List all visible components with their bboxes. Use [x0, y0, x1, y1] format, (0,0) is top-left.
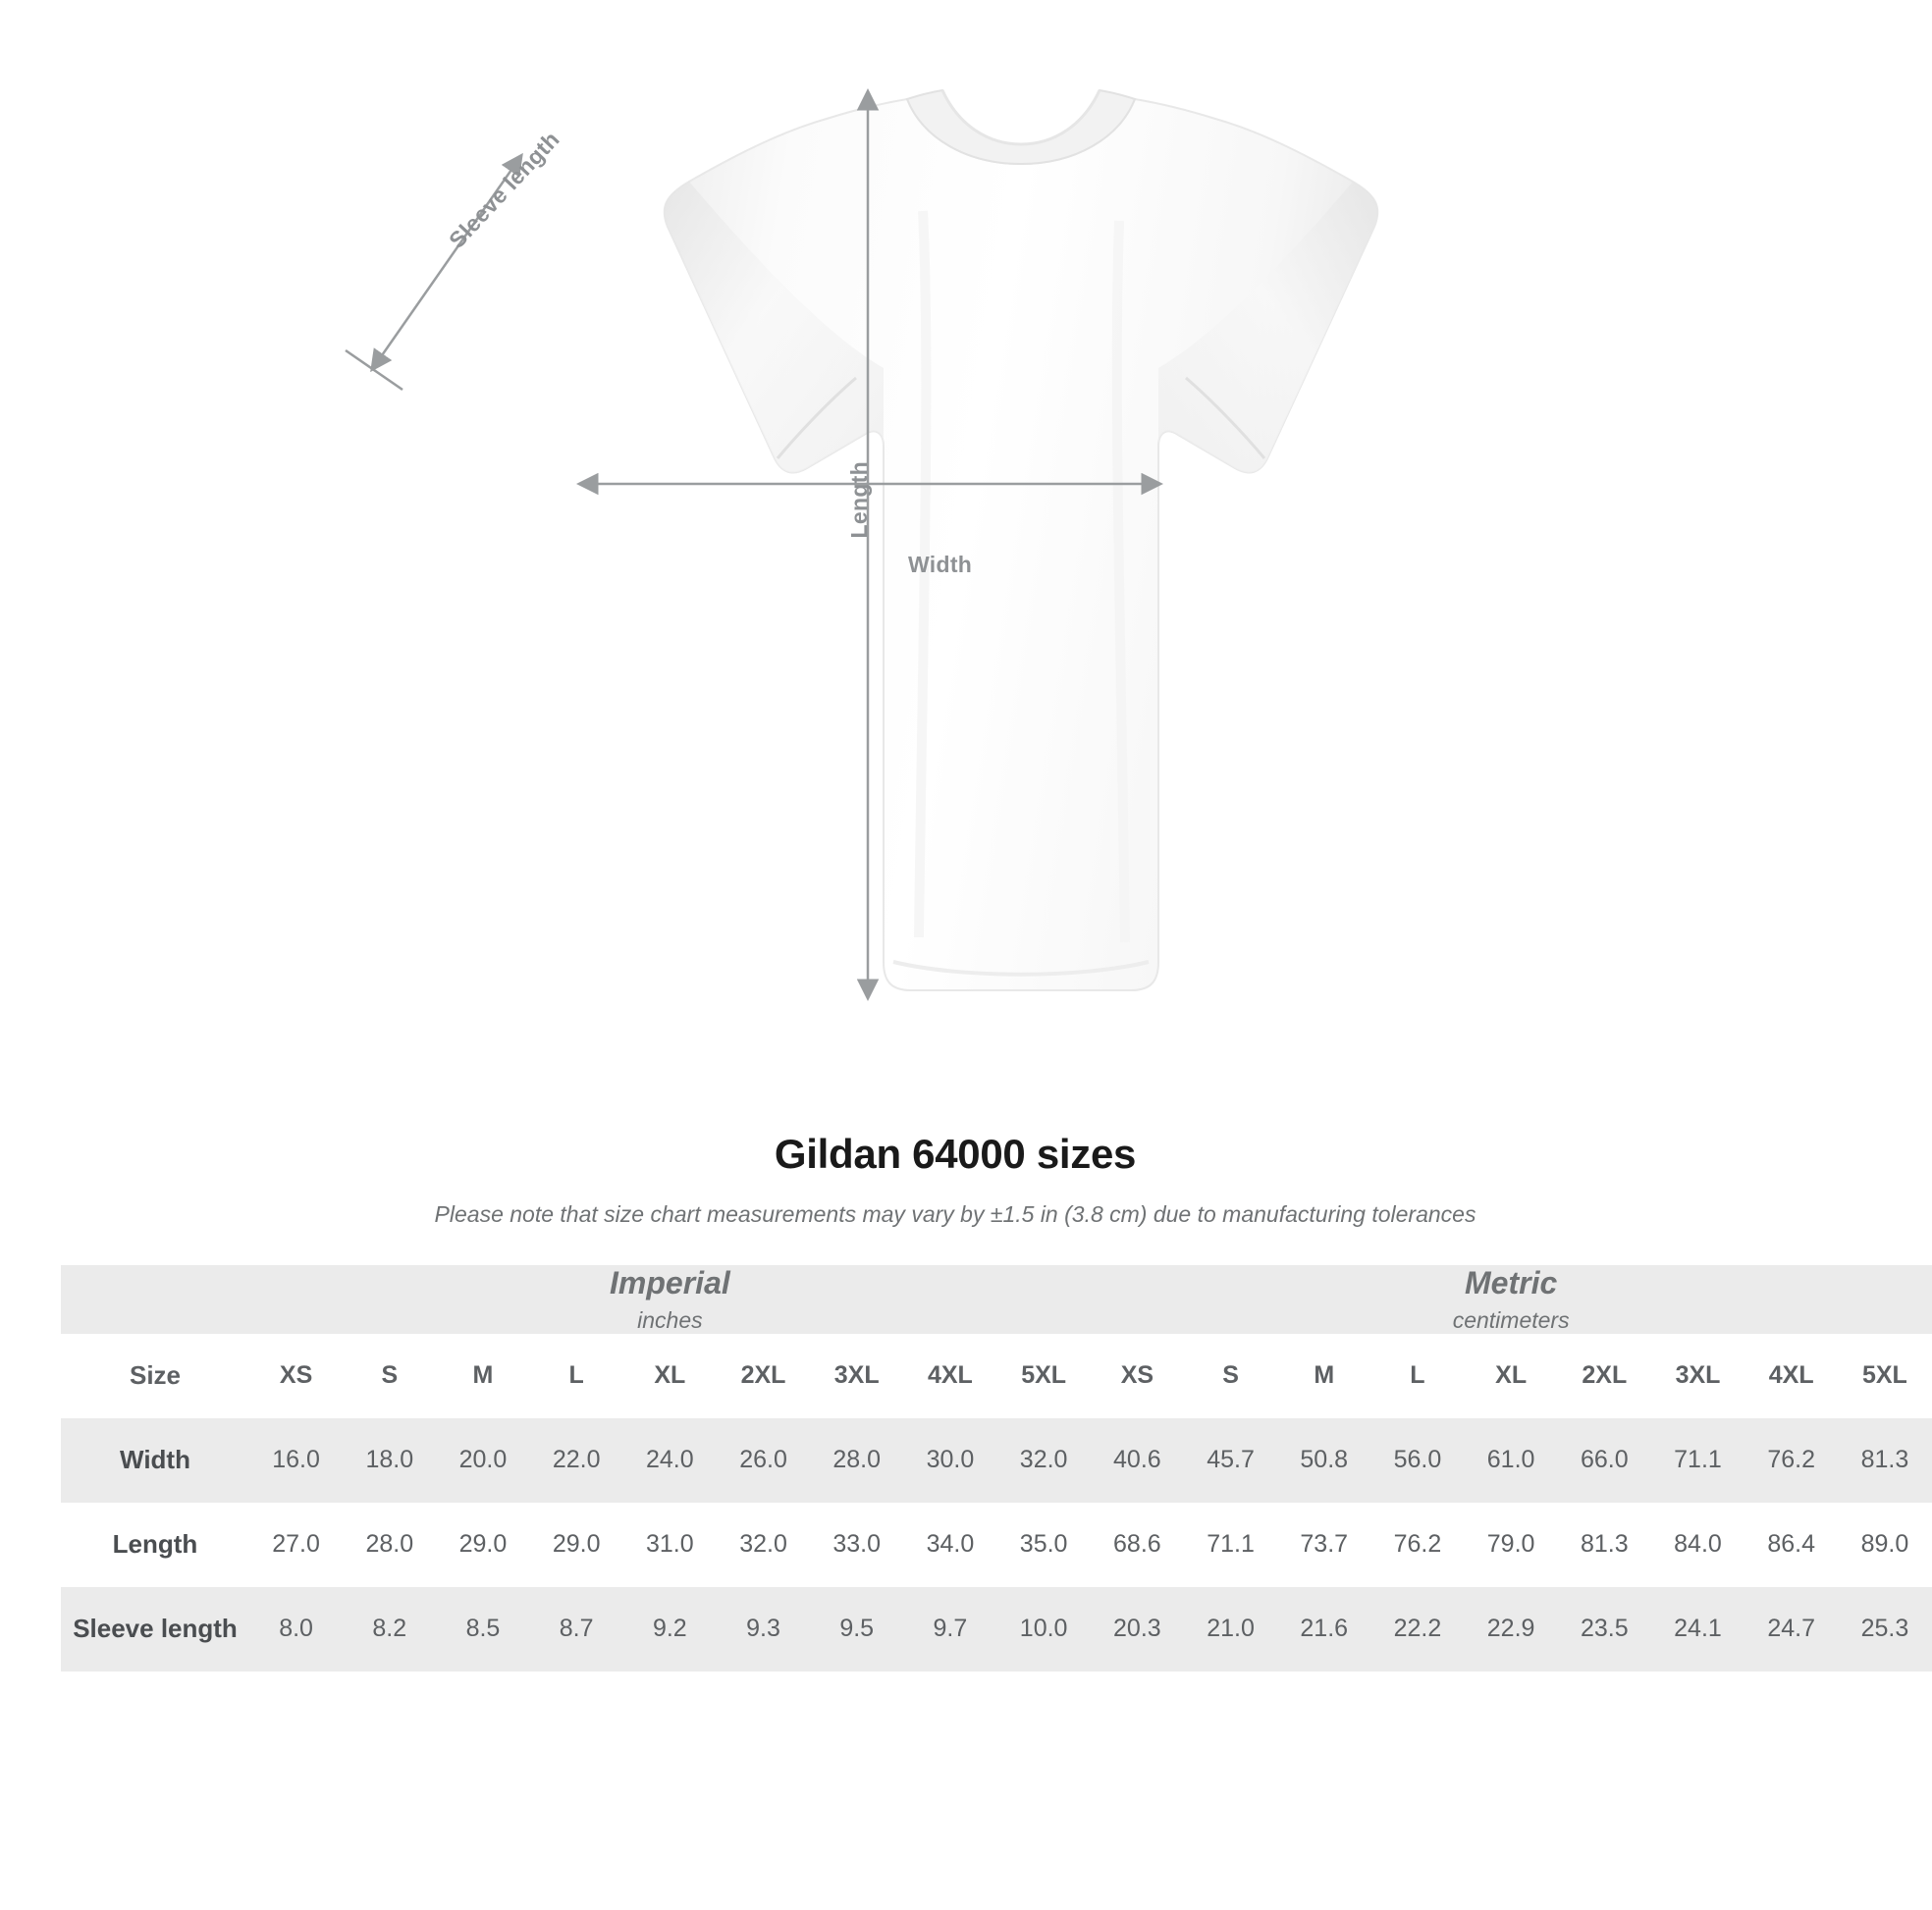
measurement-cell: 8.2: [343, 1587, 436, 1671]
size-header-cell: 4XL: [903, 1334, 996, 1418]
measurement-cell: 28.0: [810, 1418, 903, 1503]
measurement-cell: 21.6: [1277, 1587, 1370, 1671]
size-header-cell: 2XL: [717, 1334, 810, 1418]
unit-header-imperial: [249, 1265, 1091, 1334]
measurement-cell: 22.2: [1370, 1587, 1464, 1671]
measurement-cell: 50.8: [1277, 1418, 1370, 1503]
measurement-cell: 34.0: [903, 1503, 996, 1587]
row-label: Width: [61, 1418, 249, 1503]
measurement-cell: 81.3: [1558, 1503, 1651, 1587]
table-row: [61, 1503, 1932, 1587]
measurement-cell: 32.0: [717, 1503, 810, 1587]
size-header-cell: M: [436, 1334, 529, 1418]
measurement-cell: 79.0: [1465, 1503, 1558, 1587]
size-table-wrapper: [61, 1265, 1909, 1671]
measurement-cell: 61.0: [1465, 1418, 1558, 1503]
unit-header-metric: [1091, 1265, 1932, 1334]
size-header-cell: 3XL: [1651, 1334, 1744, 1418]
measurement-cell: 9.5: [810, 1587, 903, 1671]
measurement-cell: 26.0: [717, 1418, 810, 1503]
measurement-cell: 31.0: [623, 1503, 717, 1587]
unit-row-spacer: [61, 1265, 249, 1334]
size-corner-label: Size: [61, 1334, 249, 1418]
measurement-cell: 23.5: [1558, 1587, 1651, 1671]
table-row: [61, 1587, 1932, 1671]
measurement-cell: 22.0: [530, 1418, 623, 1503]
measurement-cell: 76.2: [1370, 1503, 1464, 1587]
measurement-cell: 33.0: [810, 1503, 903, 1587]
measurement-cell: 9.3: [717, 1587, 810, 1671]
size-header-cell: L: [530, 1334, 623, 1418]
size-header-cell: XS: [1091, 1334, 1184, 1418]
measurement-cell: 32.0: [997, 1418, 1091, 1503]
measurement-cell: 73.7: [1277, 1503, 1370, 1587]
unit-name: Metric: [1465, 1265, 1558, 1300]
size-header-cell: XS: [249, 1334, 343, 1418]
size-table: [61, 1265, 1932, 1671]
size-header-cell: M: [1277, 1334, 1370, 1418]
measurement-cell: 89.0: [1838, 1503, 1931, 1587]
size-header-cell: 5XL: [997, 1334, 1091, 1418]
size-header-cell: XL: [1465, 1334, 1558, 1418]
measurement-cell: 68.6: [1091, 1503, 1184, 1587]
row-label: Sleeve length: [61, 1587, 249, 1671]
measurement-cell: 86.4: [1744, 1503, 1838, 1587]
unit-sub: centimeters: [1452, 1306, 1570, 1333]
measurement-cell: 21.0: [1184, 1587, 1277, 1671]
title-block: [0, 1131, 1910, 1228]
measurement-cell: 29.0: [436, 1503, 529, 1587]
measurement-cell: 81.3: [1838, 1418, 1931, 1503]
measurement-cell: 18.0: [343, 1418, 436, 1503]
measurement-cell: 35.0: [997, 1503, 1091, 1587]
measurement-cell: 29.0: [530, 1503, 623, 1587]
measurement-cell: 8.5: [436, 1587, 529, 1671]
measurement-cell: 24.0: [623, 1418, 717, 1503]
measurement-cell: 40.6: [1091, 1418, 1184, 1503]
measurement-cell: 28.0: [343, 1503, 436, 1587]
size-header-cell: 4XL: [1744, 1334, 1838, 1418]
measurement-cell: 24.1: [1651, 1587, 1744, 1671]
size-header-cell: S: [343, 1334, 436, 1418]
measurement-cell: 22.9: [1465, 1587, 1558, 1671]
size-header-cell: L: [1370, 1334, 1464, 1418]
measurement-cell: 20.3: [1091, 1587, 1184, 1671]
measurement-cell: 25.3: [1838, 1587, 1931, 1671]
measurement-cell: 84.0: [1651, 1503, 1744, 1587]
unit-header-row: [61, 1265, 1932, 1334]
measurement-cell: 71.1: [1651, 1418, 1744, 1503]
measurement-cell: 66.0: [1558, 1418, 1651, 1503]
measurement-cell: 8.0: [249, 1587, 343, 1671]
unit-sub: inches: [637, 1306, 703, 1333]
row-label: Length: [61, 1503, 249, 1587]
measurement-cell: 76.2: [1744, 1418, 1838, 1503]
unit-name: Imperial: [610, 1265, 730, 1300]
measurement-cell: 20.0: [436, 1418, 529, 1503]
size-header-cell: 5XL: [1838, 1334, 1931, 1418]
table-row: [61, 1418, 1932, 1503]
size-header-cell: 3XL: [810, 1334, 903, 1418]
size-header-row: [61, 1334, 1932, 1418]
measurement-cell: 9.7: [903, 1587, 996, 1671]
measurement-cell: 30.0: [903, 1418, 996, 1503]
measurement-cell: 8.7: [530, 1587, 623, 1671]
measurement-cell: 24.7: [1744, 1587, 1838, 1671]
size-header-cell: 2XL: [1558, 1334, 1651, 1418]
width-label: Width: [908, 552, 973, 577]
measurement-cell: 56.0: [1370, 1418, 1464, 1503]
tolerance-note: Please note that size chart measurements may vary by ±1.5 in (3.8 cm) due to manufacturing tolerances: [434, 1201, 1476, 1227]
measurement-cell: 27.0: [249, 1503, 343, 1587]
measurement-cell: 9.2: [623, 1587, 717, 1671]
size-header-cell: S: [1184, 1334, 1277, 1418]
length-label: Length: [846, 461, 872, 539]
page-title: Gildan 64000 sizes: [774, 1131, 1137, 1177]
size-header-cell: XL: [623, 1334, 717, 1418]
measurement-cell: 45.7: [1184, 1418, 1277, 1503]
measurement-cell: 71.1: [1184, 1503, 1277, 1587]
sleeve-length-label: Sleeve length: [444, 126, 564, 253]
measurement-cell: 16.0: [249, 1418, 343, 1503]
measurement-cell: 10.0: [997, 1587, 1091, 1671]
